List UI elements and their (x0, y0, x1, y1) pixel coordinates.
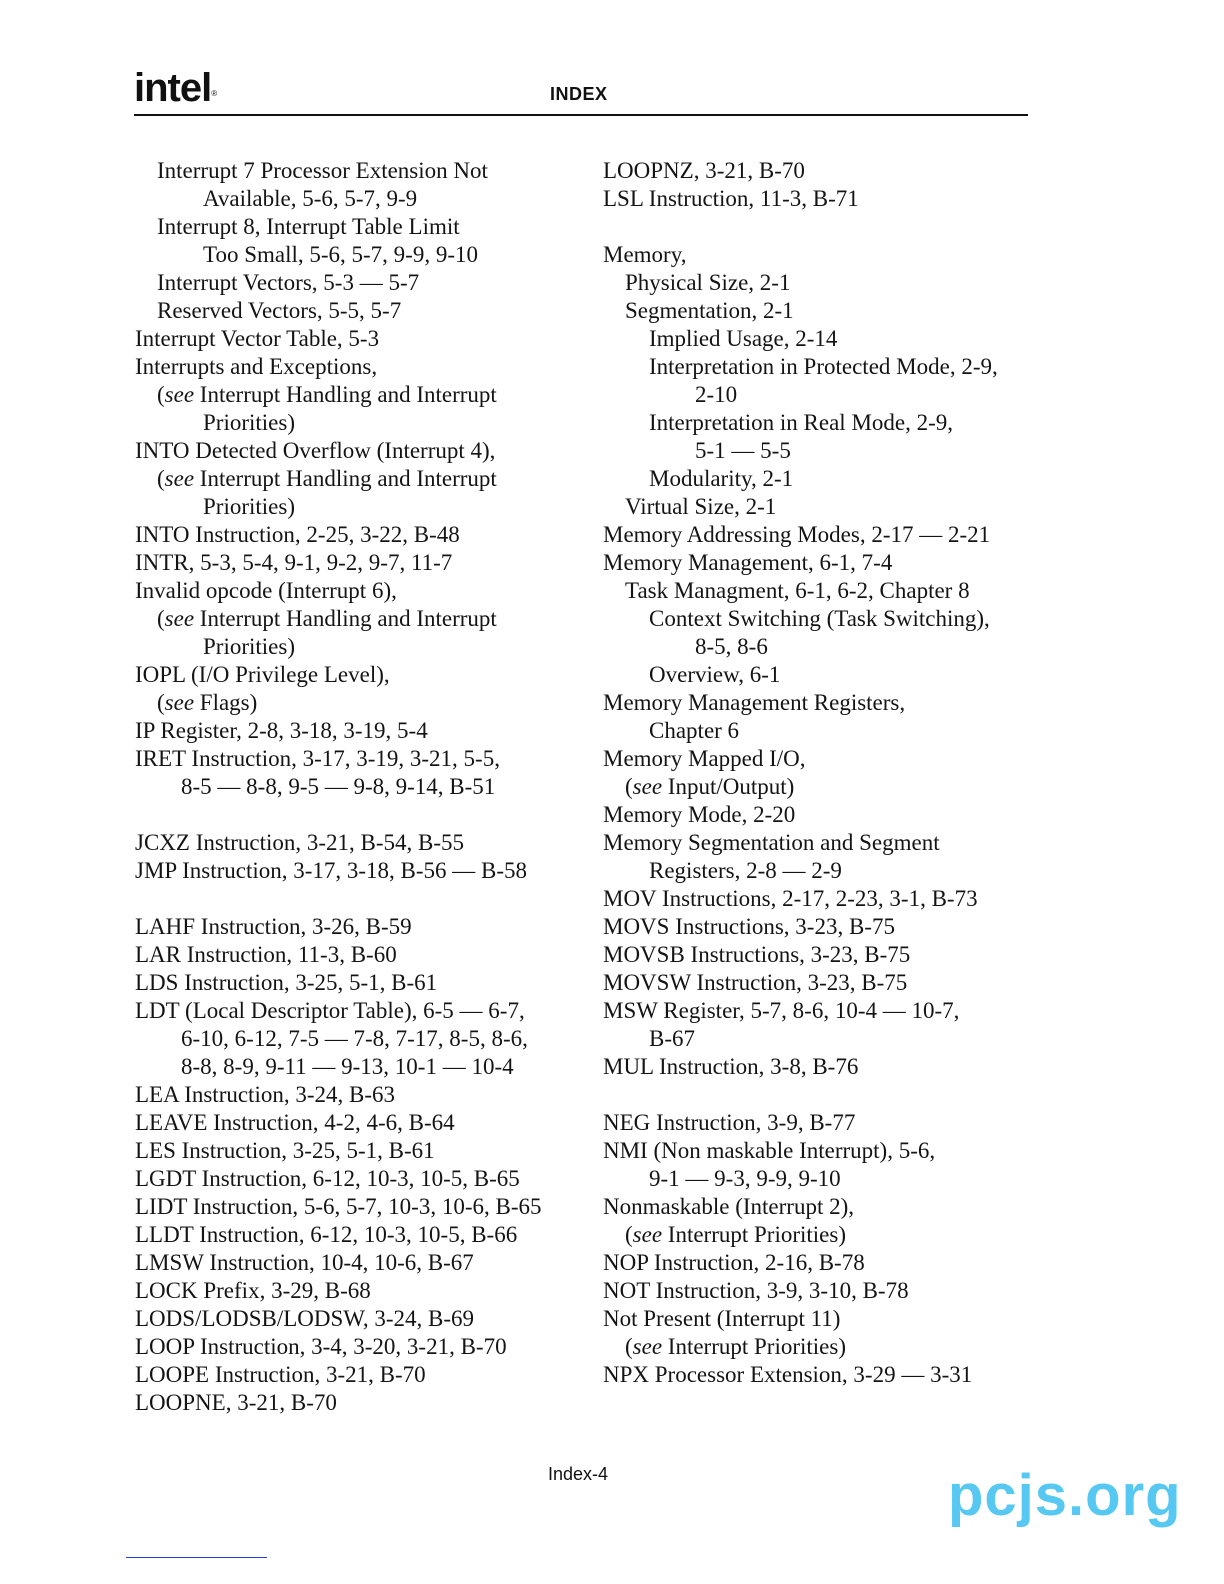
index-entry: 5-1 — 5-5 (695, 438, 791, 463)
index-entry: Memory Mapped I/O, (603, 746, 806, 771)
index-entry: MSW Register, 5-7, 8-6, 10-4 — 10-7, (603, 998, 960, 1023)
index-entry: Interpretation in Real Mode, 2-9, (649, 410, 954, 435)
index-entry: MOV Instructions, 2-17, 2-23, 3-1, B-73 (603, 886, 978, 911)
index-entry: INTR, 5-3, 5-4, 9-1, 9-2, 9-7, 11-7 (135, 550, 453, 575)
index-column-left (135, 157, 575, 1417)
index-entry: LGDT Instruction, 6-12, 10-3, 10-5, B-65 (135, 1166, 520, 1191)
index-entry: IP Register, 2-8, 3-18, 3-19, 5-4 (135, 718, 428, 743)
see-reference: see (164, 382, 195, 407)
index-entry: 8-8, 8-9, 9-11 — 9-13, 10-1 — 10-4 (181, 1054, 514, 1079)
index-entry: Virtual Size, 2-1 (625, 494, 777, 519)
index-entry: LLDT Instruction, 6-12, 10-3, 10-5, B-66 (135, 1222, 518, 1247)
index-entry: 9-1 — 9-3, 9-9, 9-10 (649, 1166, 841, 1191)
page-title: INDEX (550, 84, 608, 104)
index-spacer (135, 801, 575, 829)
index-entry: Context Switching (Task Switching), (649, 606, 990, 631)
index-entry: LOOP Instruction, 3-4, 3-20, 3-21, B-70 (135, 1334, 507, 1359)
index-entry: (see Interrupt Priorities) (625, 1334, 847, 1359)
index-entry: LES Instruction, 3-25, 5-1, B-61 (135, 1138, 435, 1163)
index-entry: NEG Instruction, 3-9, B-77 (603, 1110, 856, 1135)
index-entry: Implied Usage, 2-14 (649, 326, 838, 351)
index-entry: JMP Instruction, 3-17, 3-18, B-56 — B-58 (135, 858, 528, 883)
index-entry: Interrupt 7 Processor Extension Not (157, 158, 488, 183)
index-entry: Nonmaskable (Interrupt 2), (603, 1194, 855, 1219)
index-entry: NOT Instruction, 3-9, 3-10, B-78 (603, 1278, 909, 1303)
index-entry: IOPL (I/O Privilege Level), (135, 662, 390, 687)
index-entry: Interrupt Vector Table, 5-3 (135, 326, 380, 351)
index-entry: NPX Processor Extension, 3-29 — 3-31 (603, 1362, 973, 1387)
index-entry: LMSW Instruction, 10-4, 10-6, B-67 (135, 1250, 474, 1275)
index-entry: Registers, 2-8 — 2-9 (649, 858, 842, 883)
index-entry: 2-10 (695, 382, 738, 407)
index-entry: Memory Management Registers, (603, 690, 906, 715)
see-reference: see (632, 774, 663, 799)
index-entry: (see Interrupt Priorities) (625, 1222, 847, 1247)
registered-mark: ® (211, 89, 217, 98)
index-entry: LOOPE Instruction, 3-21, B-70 (135, 1362, 426, 1387)
index-entry: B-67 (649, 1026, 695, 1051)
index-entry: (see Input/Output) (625, 774, 795, 799)
index-entry: Interrupt Vectors, 5-3 — 5-7 (157, 270, 420, 295)
index-entry: LAR Instruction, 11-3, B-60 (135, 942, 397, 967)
index-entry: Memory Segmentation and Segment (603, 830, 940, 855)
index-entry: LODS/LODSB/LODSW, 3-24, B-69 (135, 1306, 475, 1331)
index-entry: LOOPNE, 3-21, B-70 (135, 1390, 337, 1415)
see-reference: see (632, 1334, 663, 1359)
index-entry: LIDT Instruction, 5-6, 5-7, 10-3, 10-6, B-65 (135, 1194, 542, 1219)
index-entry: Reserved Vectors, 5-5, 5-7 (157, 298, 402, 323)
index-entry: Chapter 6 (649, 718, 740, 743)
index-entry: Memory Addressing Modes, 2-17 — 2-21 (603, 522, 991, 547)
index-spacer (135, 885, 575, 913)
index-entry: JCXZ Instruction, 3-21, B-54, B-55 (135, 830, 465, 855)
header-divider (134, 114, 1028, 116)
index-entry: Priorities) (203, 494, 295, 519)
index-entry: IRET Instruction, 3-17, 3-19, 3-21, 5-5, (135, 746, 500, 771)
index-entry: 8-5 — 8-8, 9-5 — 9-8, 9-14, B-51 (181, 774, 496, 799)
index-entry: MOVSW Instruction, 3-23, B-75 (603, 970, 908, 995)
index-entry: Too Small, 5-6, 5-7, 9-9, 9-10 (203, 242, 479, 267)
index-entry: LSL Instruction, 11-3, B-71 (603, 186, 859, 211)
see-reference: see (164, 466, 195, 491)
index-entry: Interrupts and Exceptions, (135, 354, 378, 379)
index-entry: LAHF Instruction, 3-26, B-59 (135, 914, 412, 939)
index-entry: Memory Mode, 2-20 (603, 802, 796, 827)
index-entry: Available, 5-6, 5-7, 9-9 (203, 186, 418, 211)
intel-logo: intel® (134, 66, 217, 110)
page-number: Index-4 (548, 1464, 609, 1484)
index-entry: 8-5, 8-6 (695, 634, 768, 659)
index-entry: Task Managment, 6-1, 6-2, Chapter 8 (625, 578, 970, 603)
index-entry: LEAVE Instruction, 4-2, 4-6, B-64 (135, 1110, 455, 1135)
bottom-divider (126, 1557, 267, 1558)
index-entry: Memory Management, 6-1, 7-4 (603, 550, 893, 575)
index-column-right (603, 157, 1033, 1389)
index-entry: NOP Instruction, 2-16, B-78 (603, 1250, 865, 1275)
index-entry: LDT (Local Descriptor Table), 6-5 — 6-7, (135, 998, 525, 1023)
index-entry: NMI (Non maskable Interrupt), 5-6, (603, 1138, 936, 1163)
index-entry: Memory, (603, 242, 687, 267)
index-entry: Modularity, 2-1 (649, 466, 794, 491)
index-entry: MOVSB Instructions, 3-23, B-75 (603, 942, 911, 967)
see-reference: see (164, 606, 195, 631)
index-entry: Overview, 6-1 (649, 662, 781, 687)
index-entry: 6-10, 6-12, 7-5 — 7-8, 7-17, 8-5, 8-6, (181, 1026, 528, 1051)
index-entry: MUL Instruction, 3-8, B-76 (603, 1054, 859, 1079)
index-entry: INTO Detected Overflow (Interrupt 4), (135, 438, 496, 463)
see-reference: see (164, 690, 195, 715)
index-spacer (603, 1081, 1033, 1109)
index-entry: (see Interrupt Handling and Interrupt (157, 466, 497, 491)
index-entry: LOCK Prefix, 3-29, B-68 (135, 1278, 371, 1303)
index-entry: Invalid opcode (Interrupt 6), (135, 578, 397, 603)
index-entry: MOVS Instructions, 3-23, B-75 (603, 914, 895, 939)
index-entry: Not Present (Interrupt 11) (603, 1306, 841, 1331)
index-entry: Interrupt 8, Interrupt Table Limit (157, 214, 460, 239)
index-entry: (see Interrupt Handling and Interrupt (157, 606, 497, 631)
index-entry: LEA Instruction, 3-24, B-63 (135, 1082, 395, 1107)
index-entry: Interpretation in Protected Mode, 2-9, (649, 354, 998, 379)
index-entry: LDS Instruction, 3-25, 5-1, B-61 (135, 970, 438, 995)
index-entry: Priorities) (203, 634, 295, 659)
index-entry: Physical Size, 2-1 (625, 270, 791, 295)
index-entry: LOOPNZ, 3-21, B-70 (603, 158, 805, 183)
pcjs-watermark: pcjs.org (948, 1463, 1182, 1528)
see-reference: see (632, 1222, 663, 1247)
index-entry: Priorities) (203, 410, 295, 435)
index-entry: INTO Instruction, 2-25, 3-22, B-48 (135, 522, 460, 547)
index-entry: Segmentation, 2-1 (625, 298, 794, 323)
index-entry: (see Flags) (157, 690, 258, 715)
index-spacer (603, 213, 1033, 241)
index-entry: (see Interrupt Handling and Interrupt (157, 382, 497, 407)
